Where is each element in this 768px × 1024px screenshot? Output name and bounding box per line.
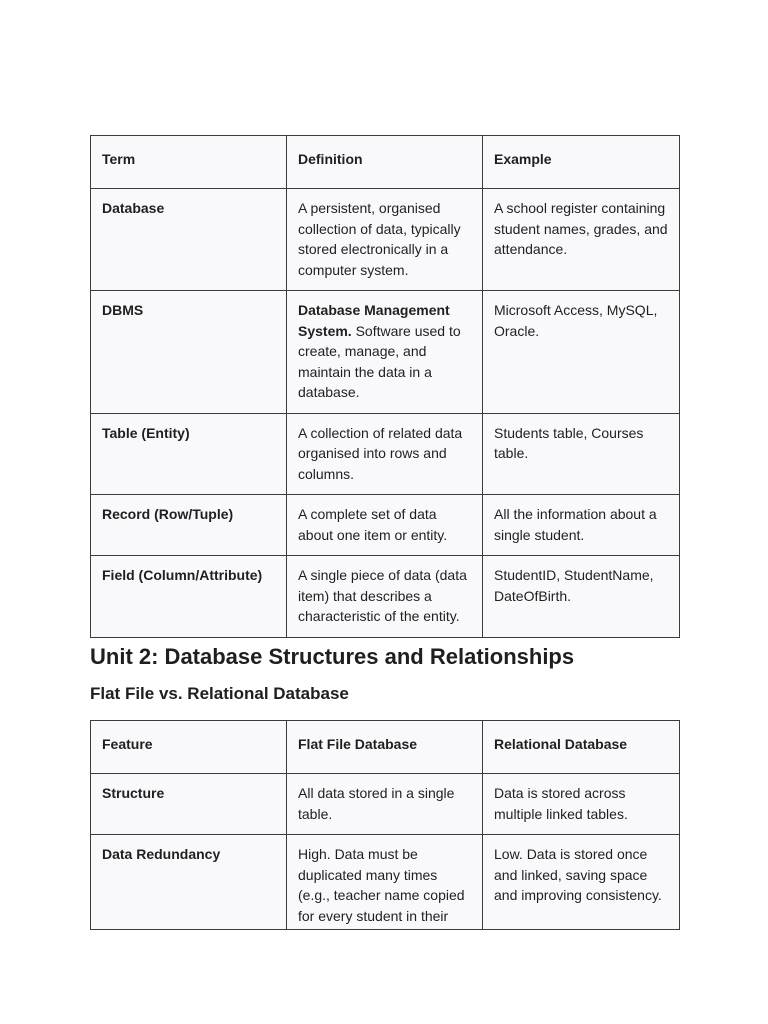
flat-file-cell: All data stored in a single table.: [287, 774, 483, 835]
definition-cell: A complete set of data about one item or entity.: [287, 495, 483, 556]
relational-cell: Low. Data is stored once and linked, saving space and improving consistency.: [483, 835, 680, 930]
terms-table: [90, 135, 680, 638]
example-cell: A school register containing student names, grades, and attendance.: [483, 189, 680, 291]
table-row: [91, 189, 680, 291]
definition-cell: A single piece of data (data item) that describes a characteristic of the entity.: [287, 556, 483, 638]
feature-cell: Structure: [91, 774, 287, 835]
term-cell: DBMS: [91, 291, 287, 414]
table-row: [91, 556, 680, 638]
header-definition: Definition: [287, 136, 483, 189]
example-cell: Microsoft Access, MySQL, Oracle.: [483, 291, 680, 414]
header-feature: Feature: [91, 721, 287, 774]
term-cell: Record (Row/Tuple): [91, 495, 287, 556]
definition-cell: [287, 291, 483, 414]
unit-heading: Unit 2: Database Structures and Relationships: [90, 644, 575, 669]
section-subheading: Flat File vs. Relational Database: [90, 684, 349, 703]
header-flat-file: Flat File Database: [287, 721, 483, 774]
table-row: [91, 291, 680, 414]
term-cell: Field (Column/Attribute): [91, 556, 287, 638]
table-row: [91, 413, 680, 495]
example-cell: StudentID, StudentName, DateOfBirth.: [483, 556, 680, 638]
definition-cell: A collection of related data organised into rows and columns.: [287, 413, 483, 495]
relational-cell: Data is stored across multiple linked tables.: [483, 774, 680, 835]
table-row: [91, 774, 680, 835]
definition-bold-text: Database Management System.: [298, 302, 450, 339]
table-row: [91, 495, 680, 556]
flat-file-cell: [287, 835, 483, 930]
feature-cell: Data Redundancy: [91, 835, 287, 930]
table-header-row: [91, 136, 680, 189]
definition-cell: A persistent, organised collection of data, typically stored electronically in a computer system.: [287, 189, 483, 291]
header-relational: Relational Database: [483, 721, 680, 774]
definition-text: Software used to create, manage, and maintain the data in a database.: [298, 322, 461, 400]
term-cell: Table (Entity): [91, 413, 287, 495]
table-header-row: [91, 721, 680, 774]
table-row: [91, 835, 680, 930]
example-cell: All the information about a single student.: [483, 495, 680, 556]
flat-file-text: High. Data must be duplicated many times (e.g., teacher name copied for every student in their: [298, 846, 465, 924]
example-cell: Students table, Courses table.: [483, 413, 680, 495]
header-term: Term: [91, 136, 287, 189]
header-example: Example: [483, 136, 680, 189]
term-cell: Database: [91, 189, 287, 291]
comparison-table: [90, 720, 680, 930]
